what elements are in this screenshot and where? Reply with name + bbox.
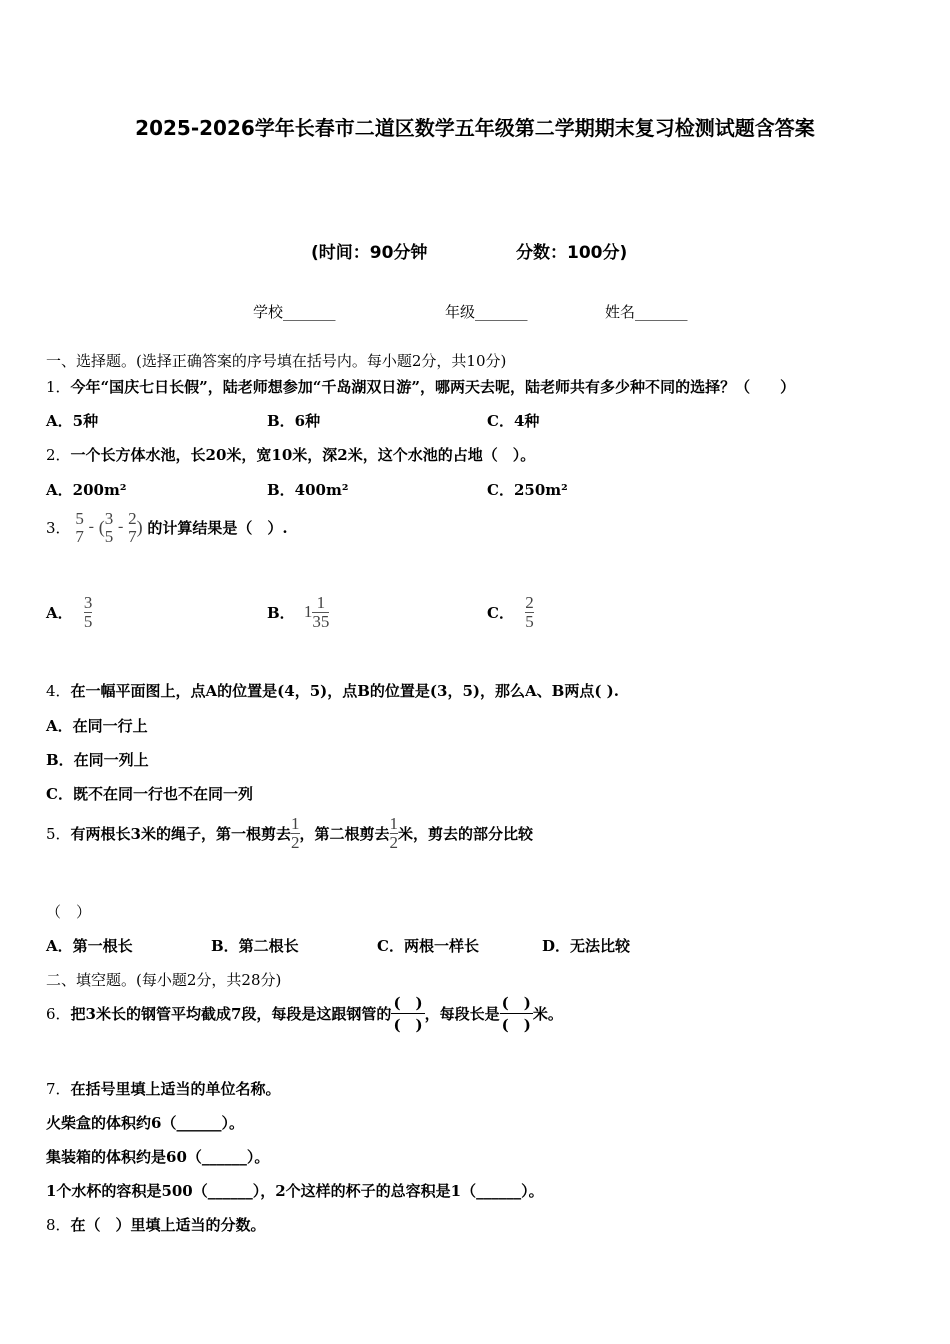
question-text: 米，剪去的部分比较 (398, 824, 534, 843)
q3-option-b[interactable]: B． 1 $\frac{1}{35}$ (267, 593, 330, 631)
fraction: $\frac{1}{35}$ (312, 593, 330, 631)
minus-sign: - (88, 518, 94, 536)
question-number: 5． (46, 824, 71, 843)
q2-option-b[interactable]: B．400m² (267, 481, 349, 499)
q5-option-b[interactable]: B．第二根长 (211, 937, 299, 955)
fraction: $\frac{1}{2}$ (291, 814, 300, 852)
question-6 (46, 992, 563, 1035)
question-text: ，每段长是 (424, 1005, 500, 1023)
question-text: 米。 (532, 1005, 563, 1023)
question-text: 的计算结果是（ ）. (147, 519, 288, 538)
left-paren: ( (98, 517, 105, 538)
q3-option-a[interactable]: A． $\frac{3}{5}$ (46, 593, 93, 631)
q1-option-c[interactable]: C．4种 (487, 412, 540, 430)
q4-option-a[interactable]: A．在同一行上 (46, 717, 148, 735)
question-text: 有两根长3米的绳子，第一根剪去 (70, 824, 291, 843)
answer-parentheses: （ ） (46, 903, 92, 921)
question-text: ，第二根剪去 (299, 824, 390, 843)
exam-time: (时间：90分钟 (311, 243, 428, 263)
question-8 (46, 1214, 266, 1235)
q7-line-2[interactable]: 集装箱的体积约是60（______）。 (46, 1148, 270, 1166)
question-4 (46, 680, 619, 701)
fraction: $\frac{3}{5}$ (83, 593, 93, 631)
question-text: 把3米长的钢管平均截成7段，每段是这跟钢管的 (70, 1005, 392, 1023)
fraction-blank[interactable]: ( ) ( ) (501, 994, 531, 1034)
question-text: 一个长方体水池，长20米，宽10米，深2米，这个水池的占地（ ）。 (70, 446, 536, 464)
grade-field[interactable]: 年级_______ (445, 303, 528, 321)
q2-option-a[interactable]: A．200m² (46, 481, 127, 499)
question-text: 在括号里填上适当的单位名称。 (70, 1080, 281, 1098)
fraction: 2 7 (128, 509, 137, 546)
q2-option-c[interactable]: C．250m² (487, 481, 568, 499)
q5-option-a[interactable]: A．第一根长 (46, 937, 133, 955)
question-3 (46, 510, 288, 546)
q1-option-a[interactable]: A．5种 (46, 412, 99, 430)
question-1 (46, 376, 795, 397)
question-number: 4． (46, 682, 71, 700)
question-number: 3． (46, 519, 71, 538)
q7-line-3[interactable]: 1个水杯的容积是500（______），2个这样的杯子的总容积是1（______）。 (46, 1182, 544, 1200)
q5-option-c[interactable]: C．两根一样长 (377, 937, 479, 955)
question-text: 今年“国庆七日长假”，陆老师想参加“千岛湖双日游”，哪两天去呢，陆老师共有多少种不同的选择？（ ） (70, 378, 796, 396)
question-5 (46, 815, 533, 852)
q1-option-b[interactable]: B．6种 (267, 412, 321, 430)
whole-number: 1 (303, 602, 313, 622)
name-field[interactable]: 姓名_______ (605, 303, 688, 321)
question-number: 7． (46, 1080, 71, 1098)
q3-option-c[interactable]: C． $\frac{2}{5}$ (487, 593, 534, 631)
right-paren: ) (136, 517, 143, 538)
minus-sign: - (118, 518, 124, 536)
fraction: 5 7 (75, 509, 84, 546)
section-2-heading: 二、填空题。(每小题2分，共28分) (46, 971, 282, 989)
page-title: 2025-2026学年长春市二道区数学五年级第二学期期末复习检测试题含答案 (135, 116, 815, 140)
q4-option-b[interactable]: B．在同一列上 (46, 751, 149, 769)
fraction-blank[interactable]: ( ) ( ) (393, 994, 423, 1034)
question-text: 在（ ）里填上适当的分数。 (70, 1216, 266, 1234)
fraction: $\frac{1}{2}$ (389, 814, 399, 852)
question-text: 在一幅平面图上，点A的位置是(4，5)，点B的位置是(3，5)，那么A、B两点( ). (70, 682, 619, 700)
exam-score: 分数：100分) (516, 243, 628, 263)
school-field[interactable]: 学校_______ (253, 303, 336, 321)
q7-line-1[interactable]: 火柴盒的体积约6（______）。 (46, 1114, 244, 1132)
fraction: $\frac{2}{5}$ (525, 593, 534, 631)
question-number: 2． (46, 446, 71, 464)
question-7 (46, 1078, 281, 1099)
section-1-heading: 一、选择题。(选择正确答案的序号填在括号内。每小题2分，共10分) (46, 352, 507, 370)
question-number: 1． (46, 378, 71, 396)
q5-option-d[interactable]: D．无法比较 (542, 937, 631, 955)
question-number: 8． (46, 1216, 71, 1234)
q4-option-c[interactable]: C．既不在同一行也不在同一列 (46, 785, 253, 803)
fraction: 3 5 (104, 509, 114, 546)
question-2 (46, 444, 535, 465)
question-number: 6． (46, 1005, 71, 1023)
